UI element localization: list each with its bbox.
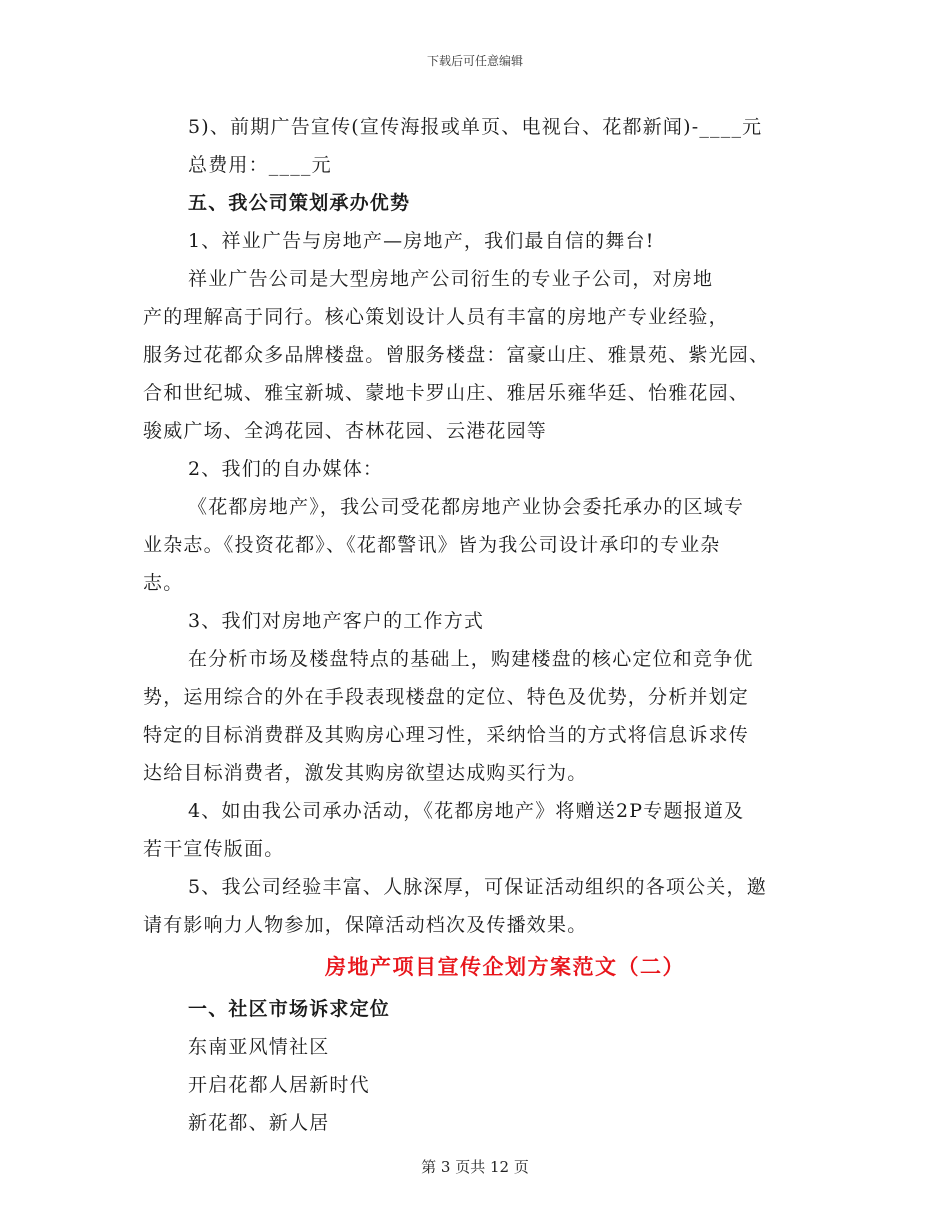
text-line: 4、如由我公司承办活动，《花都房地产》将赠送2P专题报道及 (188, 800, 745, 822)
text-line: 服务过花都众多品牌楼盘。曾服务楼盘：富豪山庄、雅景苑、紫光园、 (143, 344, 770, 366)
text-line: 在分析市场及楼盘特点的基础上，购建楼盘的核心定位和竞争优 (188, 648, 754, 670)
text-line: 产的理解高于同行。核心策划设计人员有丰富的房地产专业经验， (143, 306, 729, 328)
text-line: 骏威广场、全鸿花园、杏林花园、云港花园等 (143, 420, 548, 442)
text-line: 达给目标消费者，激发其购房欲望达成购买行为。 (143, 762, 588, 784)
text-line: 业杂志。《投资花都》、《花都警讯》皆为我公司设计承印的专业杂 (143, 534, 721, 556)
page-footer: 第 3 页共 12 页 (421, 1158, 529, 1176)
text-line: 一、社区市场诉求定位 (188, 998, 391, 1020)
text-line: 若干宣传版面。 (143, 838, 285, 860)
text-line: 特定的目标消费群及其购房心理习性，采纳恰当的方式将信息诉求传 (143, 724, 750, 746)
text-line: 祥业广告公司是大型房地产公司衍生的专业子公司，对房地 (188, 268, 714, 290)
text-line: 志。 (143, 572, 184, 594)
text-line: 《花都房地产》，我公司受花都房地产业协会委托承办的区域专 (188, 496, 745, 518)
section-title: 房地产项目宣传企划方案范文（二） (325, 954, 685, 979)
text-line: 3、我们对房地产客户的工作方式 (188, 610, 485, 632)
text-line: 势，运用综合的外在手段表现楼盘的定位、特色及优势，分析并划定 (143, 686, 750, 708)
text-line: 1、祥业广告与房地产—房地产，我们最自信的舞台! (188, 230, 655, 252)
text-line: 请有影响力人物参加，保障活动档次及传播效果。 (143, 914, 588, 936)
text-line: 新花都、新人居 (188, 1112, 330, 1134)
text-line: 开启花都人居新时代 (188, 1074, 370, 1096)
text-line: 五、我公司策划承办优势 (188, 192, 411, 214)
text-line: 5)、前期广告宣传(宣传海报或单页、电视台、花都新闻)-____元 (188, 116, 763, 138)
text-line: 5、我公司经验丰富、人脉深厚，可保证活动组织的各项公关，邀 (188, 876, 767, 898)
text-line: 合和世纪城、雅宝新城、蒙地卡罗山庄、雅居乐雍华廷、怡雅花园、 (143, 382, 750, 404)
text-line: 2、我们的自办媒体： (188, 458, 384, 480)
text-line: 总费用：____元 (188, 154, 332, 176)
page-header: 下载后可任意编辑 (426, 54, 523, 68)
document-body (143, 108, 807, 1142)
text-line: 东南亚风情社区 (188, 1036, 330, 1058)
